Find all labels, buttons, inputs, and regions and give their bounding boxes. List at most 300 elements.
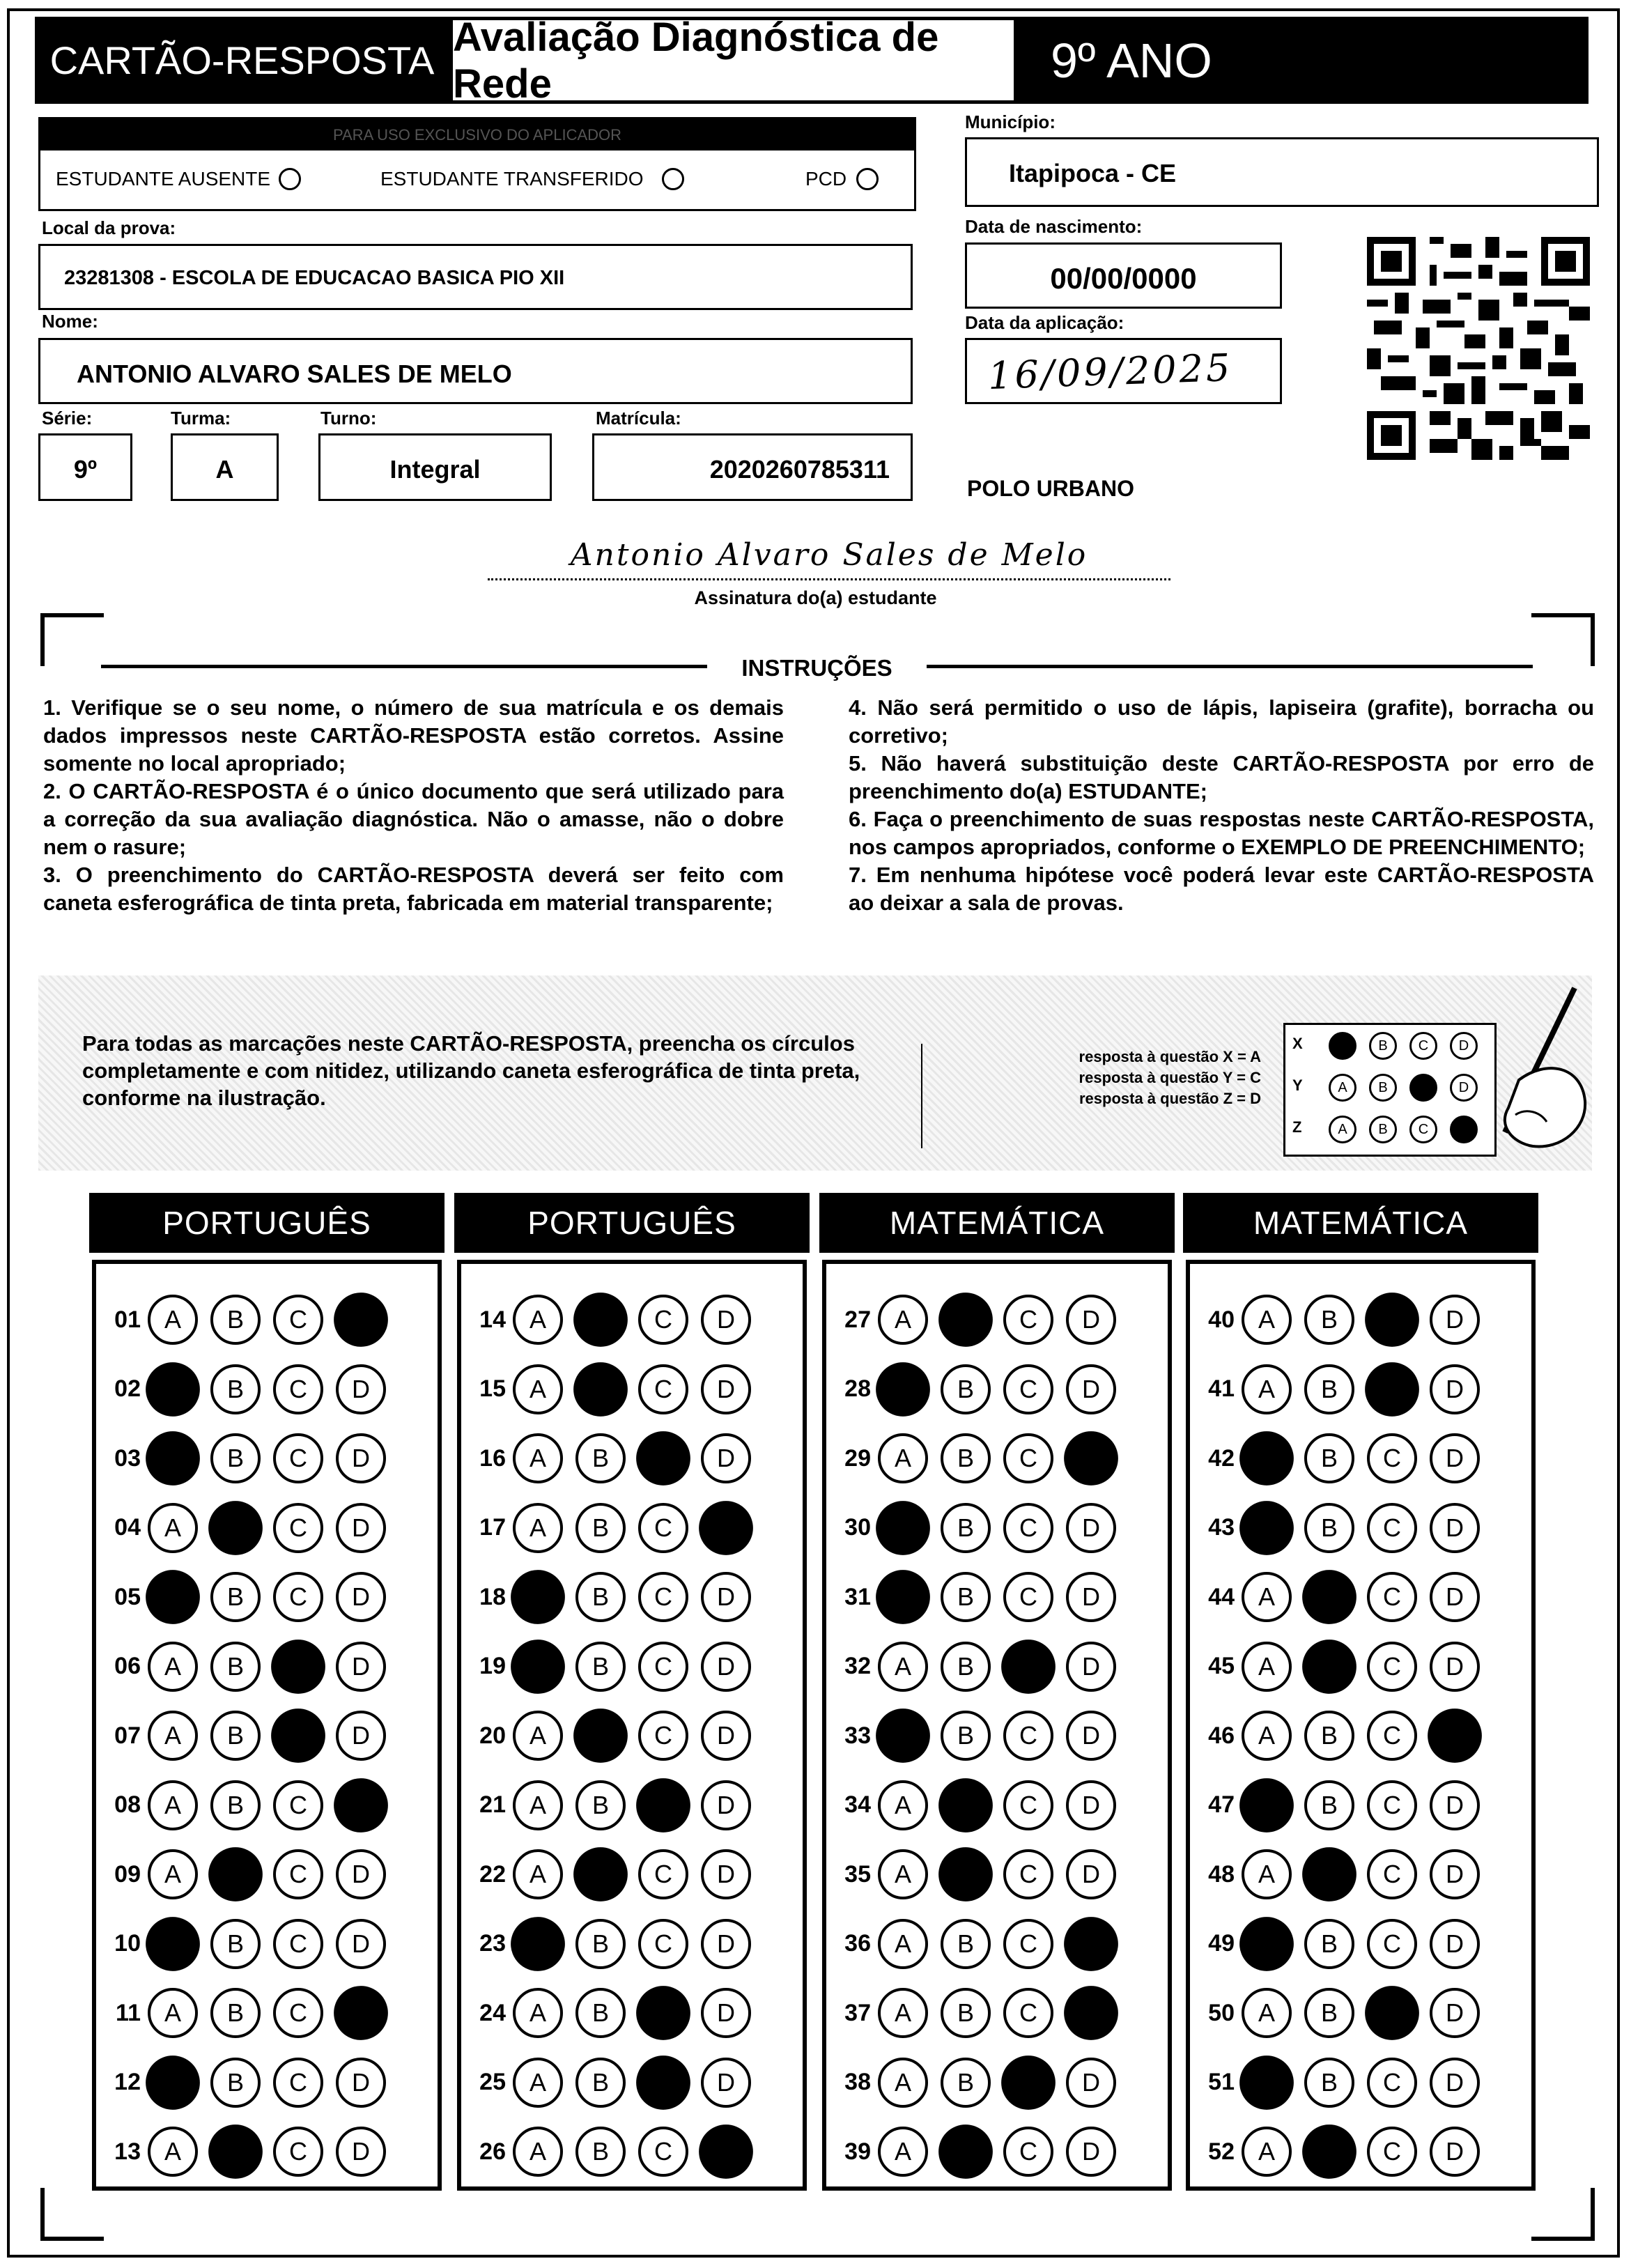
example-row-label: Y [1292, 1077, 1303, 1094]
answer-bubble-d[interactable] [699, 2124, 753, 2179]
answer-bubble-a[interactable]: A [148, 2127, 198, 2177]
local-value: 23281308 - ESCOLA DE EDUCACAO BASICA PIO XII [64, 267, 565, 289]
question-number: 15 [479, 1375, 506, 1402]
answer-bubble-a[interactable]: A [1242, 2127, 1292, 2177]
answer-bubble-b[interactable]: B [1304, 1433, 1354, 1483]
corner-bottom-left [40, 2188, 104, 2241]
question-row [96, 1292, 386, 1348]
answer-bubble-b[interactable] [1302, 1847, 1356, 1901]
answer-bubble-d[interactable]: D [1430, 1295, 1480, 1345]
answer-bubble-d[interactable] [334, 1293, 388, 1347]
question-row [1190, 1777, 1480, 1833]
answer-bubble-b[interactable]: B [941, 1503, 991, 1553]
answer-bubble-c[interactable] [636, 1986, 690, 2040]
answer-bubble-b[interactable]: B [210, 1642, 261, 1692]
question-row [826, 1569, 1116, 1625]
question-row [1190, 1569, 1480, 1625]
answer-bubble-b[interactable]: B [210, 1295, 261, 1345]
answer-bubble-a[interactable] [511, 1917, 565, 1971]
question-number: 04 [114, 1514, 141, 1541]
answer-bubble-d[interactable]: D [1430, 1849, 1480, 1899]
answer-bubble-a[interactable]: A [878, 2127, 928, 2177]
answer-bubble-c[interactable]: C [273, 1503, 323, 1553]
turno-value: Integral [389, 455, 481, 484]
answer-bubble-b[interactable] [1302, 2124, 1356, 2179]
municipio-value: Itapipoca - CE [1009, 159, 1177, 187]
question-row [461, 1569, 751, 1625]
answer-bubble-c[interactable]: C [1367, 1919, 1417, 1969]
answer-bubble-b[interactable]: B [575, 2058, 626, 2108]
answer-bubble-d[interactable] [699, 1501, 753, 1555]
answer-bubble-a[interactable] [146, 1570, 200, 1624]
answer-bubble-b[interactable] [1302, 1640, 1356, 1694]
answer-bubble-d[interactable]: D [701, 1433, 751, 1483]
answer-bubble-b[interactable] [573, 1847, 628, 1901]
question-row [96, 1985, 386, 2041]
answer-bubble-d[interactable]: D [1430, 1364, 1480, 1414]
answer-bubble-b[interactable]: B [210, 1919, 261, 1969]
aplicacao-field[interactable] [965, 338, 1282, 404]
answer-bubble-a[interactable] [146, 1431, 200, 1486]
transferred-checkbox[interactable] [662, 168, 684, 190]
answer-bubble-b[interactable]: B [1304, 1988, 1354, 2038]
answer-bubble-c[interactable] [271, 1708, 325, 1763]
answer-bubble-a[interactable]: A [148, 1780, 198, 1830]
signature-line[interactable] [488, 537, 1170, 580]
question-row [1190, 1708, 1480, 1764]
answer-bubble-a[interactable]: A [1242, 1364, 1292, 1414]
serie-label: Série: [42, 408, 93, 429]
answer-bubble-b[interactable]: B [941, 1572, 991, 1622]
answer-bubble-d[interactable]: D [701, 1642, 751, 1692]
answer-bubble-c[interactable]: C [1003, 1919, 1053, 1969]
answer-bubble-c[interactable] [1001, 2055, 1056, 2110]
answer-bubble-a[interactable] [876, 1708, 930, 1763]
answer-bubble-d[interactable]: D [1066, 1849, 1116, 1899]
answer-bubble-a[interactable]: A [878, 1849, 928, 1899]
answer-bubble-d[interactable]: D [336, 2127, 386, 2177]
answer-bubble-b[interactable] [938, 1847, 993, 1901]
answer-bubble-c[interactable]: C [273, 1849, 323, 1899]
section-title: MATEMÁTICA [1183, 1193, 1538, 1253]
answer-bubble-c[interactable]: C [638, 1642, 688, 1692]
question-row [96, 1430, 386, 1486]
answer-bubble-a[interactable]: A [513, 1503, 563, 1553]
answer-bubble-c[interactable] [1001, 1640, 1056, 1694]
answer-bubble-c[interactable]: C [1003, 1572, 1053, 1622]
answer-bubble-a[interactable] [1239, 1431, 1294, 1486]
answer-bubble-b[interactable] [938, 1778, 993, 1833]
answer-bubble-d[interactable]: D [701, 1919, 751, 1969]
answer-bubble-b[interactable]: B [1304, 1919, 1354, 1969]
answer-bubble-d[interactable]: D [701, 1364, 751, 1414]
instruction-6: 6. Faça o preenchimento de suas respostas neste CARTÃO-RESPOSTA, nos campos apropriados, conforme o EXEMPLO DE PREENCHIMENTO; [849, 807, 1594, 859]
answer-bubble-b[interactable] [938, 2124, 993, 2179]
answer-bubble-c[interactable]: C [273, 2058, 323, 2108]
answer-bubble-a[interactable] [876, 1362, 930, 1417]
question-number: 02 [114, 1375, 141, 1402]
answer-bubble-a[interactable]: A [878, 1988, 928, 2038]
pcd-checkbox[interactable] [856, 168, 879, 190]
answer-bubble-d[interactable] [1064, 1986, 1118, 2040]
question-row [461, 1985, 751, 2041]
pen-hand-icon [1477, 982, 1589, 1157]
example-text: Para todas as marcações neste CARTÃO-RESPOSTA, preencha os círculos completamente e com nitidez, utilizando caneta esferográfica de tinta preta, conforme na ilustração. [82, 1031, 860, 1110]
question-number: 41 [1208, 1375, 1235, 1402]
answer-bubble-c[interactable] [1365, 1362, 1419, 1417]
answer-bubble-d[interactable]: D [336, 1364, 386, 1414]
answer-bubble-d[interactable]: D [1066, 1572, 1116, 1622]
answer-bubble-c[interactable]: C [1003, 1849, 1053, 1899]
answer-bubble-a[interactable]: A [148, 1503, 198, 1553]
answer-bubble-c[interactable]: C [1003, 2127, 1053, 2177]
answer-bubble-a[interactable]: A [878, 1433, 928, 1483]
answer-bubble-a[interactable]: A [1242, 1295, 1292, 1345]
answer-bubble-c[interactable]: C [638, 1364, 688, 1414]
answer-bubble-d[interactable]: D [1430, 1572, 1480, 1622]
answer-bubble-d[interactable]: D [336, 2058, 386, 2108]
answer-bubble-d[interactable]: D [701, 1988, 751, 2038]
answer-bubble-d[interactable]: D [336, 1503, 386, 1553]
question-row [96, 1569, 386, 1625]
answer-bubble-d[interactable] [334, 1986, 388, 2040]
question-row [461, 2055, 751, 2111]
answer-bubble-a[interactable]: A [148, 1642, 198, 1692]
answer-bubble-c[interactable] [636, 1778, 690, 1833]
answer-bubble-c[interactable]: C [273, 2127, 323, 2177]
answer-bubble-b[interactable]: B [941, 2058, 991, 2108]
answer-bubble-c[interactable]: C [1003, 1295, 1053, 1345]
question-row [96, 2055, 386, 2111]
answer-bubble-c[interactable]: C [273, 1295, 323, 1345]
answer-column [92, 1260, 442, 2191]
answer-bubble-b[interactable]: B [941, 1642, 991, 1692]
answer-bubble-b[interactable]: B [1304, 1503, 1354, 1553]
answer-bubble-d[interactable]: D [1066, 2127, 1116, 2177]
answer-bubble-d[interactable]: D [1430, 2058, 1480, 2108]
question-row [1190, 1985, 1480, 2041]
answer-bubble-a[interactable]: A [1242, 1988, 1292, 2038]
pcd-label: PCD [805, 168, 847, 190]
grade-title: 9º ANO [1051, 33, 1212, 88]
question-number: 51 [1208, 2069, 1235, 2095]
answer-bubble-d[interactable]: D [336, 1642, 386, 1692]
answer-bubble-d[interactable]: D [1066, 1503, 1116, 1553]
answer-bubble-c[interactable]: C [1367, 1572, 1417, 1622]
answer-bubble-d[interactable]: D [701, 1572, 751, 1622]
answer-bubble-b[interactable]: B [575, 1572, 626, 1622]
question-number: 11 [116, 1999, 141, 2026]
polo-label: POLO URBANO [967, 476, 1134, 501]
section-title: MATEMÁTICA [819, 1193, 1175, 1253]
answer-bubble-c[interactable]: C [1003, 1711, 1053, 1761]
answer-bubble-c[interactable] [636, 1431, 690, 1486]
answer-bubble-c[interactable]: C [1003, 1364, 1053, 1414]
answer-bubble-b[interactable]: B [575, 1433, 626, 1483]
answer-bubble-b[interactable]: B [941, 1433, 991, 1483]
question-number: 37 [844, 1999, 871, 2026]
question-row [96, 1361, 386, 1417]
answer-bubble-b[interactable] [208, 1847, 263, 1901]
question-number: 18 [479, 1583, 506, 1610]
grade-banner [1017, 17, 1589, 104]
example-bubble-d [1450, 1116, 1478, 1143]
answer-bubble-c[interactable]: C [273, 1780, 323, 1830]
answer-bubble-c[interactable]: C [1367, 1711, 1417, 1761]
answer-bubble-b[interactable]: B [941, 1988, 991, 2038]
section-title: PORTUGUÊS [89, 1193, 445, 1253]
legend-y: resposta à questão Y = C [1079, 1069, 1261, 1086]
answer-bubble-d[interactable]: D [336, 1849, 386, 1899]
answer-column [457, 1260, 807, 2191]
question-number: 43 [1208, 1514, 1235, 1541]
answer-bubble-d[interactable]: D [1066, 1642, 1116, 1692]
answer-bubble-a[interactable] [146, 1917, 200, 1971]
answer-bubble-a[interactable]: A [513, 1780, 563, 1830]
answer-bubble-d[interactable] [1428, 1708, 1482, 1763]
answer-bubble-c[interactable]: C [273, 1364, 323, 1414]
question-row [96, 2124, 386, 2180]
answer-bubble-b[interactable] [208, 2124, 263, 2179]
example-bubble-b: B [1369, 1074, 1397, 1102]
answer-bubble-d[interactable]: D [336, 1919, 386, 1969]
answer-bubble-a[interactable] [876, 1501, 930, 1555]
question-row [96, 1500, 386, 1556]
answer-bubble-a[interactable]: A [878, 1780, 928, 1830]
instructions-title: INSTRUÇÕES [741, 655, 892, 681]
answer-bubble-c[interactable]: C [638, 1711, 688, 1761]
answer-bubble-d[interactable] [1064, 1917, 1118, 1971]
answer-bubble-c[interactable]: C [1003, 1433, 1053, 1483]
question-number: 19 [479, 1653, 506, 1679]
question-number: 12 [114, 2069, 141, 2095]
question-number: 25 [479, 2069, 506, 2095]
question-number: 48 [1208, 1860, 1235, 1888]
answer-bubble-a[interactable] [511, 1570, 565, 1624]
answer-bubble-a[interactable]: A [878, 1919, 928, 1969]
answer-bubble-d[interactable]: D [1430, 1780, 1480, 1830]
answer-bubble-c[interactable]: C [273, 1988, 323, 2038]
answer-bubble-c[interactable]: C [273, 1572, 323, 1622]
answer-bubble-b[interactable]: B [575, 1780, 626, 1830]
answer-bubble-b[interactable]: B [1304, 1711, 1354, 1761]
answer-bubble-a[interactable]: A [513, 2058, 563, 2108]
answer-bubble-c[interactable]: C [638, 2127, 688, 2177]
question-number: 24 [479, 1999, 506, 2026]
answer-bubble-c[interactable]: C [273, 1919, 323, 1969]
answer-bubble-c[interactable]: C [1367, 2127, 1417, 2177]
question-row [96, 1708, 386, 1764]
answer-bubble-b[interactable]: B [210, 1780, 261, 1830]
answer-bubble-a[interactable] [146, 2055, 200, 2110]
answer-bubble-c[interactable] [1365, 1986, 1419, 2040]
answer-bubble-c[interactable]: C [638, 1849, 688, 1899]
answer-bubble-a[interactable]: A [148, 1988, 198, 2038]
local-field [38, 244, 913, 310]
legend-z: resposta à questão Z = D [1079, 1090, 1261, 1107]
question-number: 23 [479, 1930, 506, 1957]
answer-bubble-c[interactable]: C [1367, 1642, 1417, 1692]
question-number: 26 [479, 2138, 506, 2165]
answer-bubble-d[interactable]: D [1430, 1919, 1480, 1969]
answer-bubble-b[interactable]: B [575, 2127, 626, 2177]
local-label: Local da prova: [42, 217, 176, 238]
answer-bubble-b[interactable]: B [210, 1711, 261, 1761]
answer-bubble-b[interactable]: B [575, 1919, 626, 1969]
answer-bubble-d[interactable] [1064, 1431, 1118, 1486]
answer-column [1186, 1260, 1536, 2191]
answer-bubble-c[interactable]: C [1367, 1780, 1417, 1830]
question-row [461, 1500, 751, 1556]
matricula-field [592, 433, 913, 501]
answer-bubble-c[interactable]: C [273, 1433, 323, 1483]
answer-bubble-c[interactable] [636, 2055, 690, 2110]
answer-bubble-d[interactable]: D [1430, 1988, 1480, 2038]
example-row-label: Z [1292, 1118, 1302, 1136]
answer-bubble-a[interactable]: A [1242, 1711, 1292, 1761]
answer-bubble-b[interactable]: B [1304, 1780, 1354, 1830]
answer-bubble-d[interactable]: D [1430, 1433, 1480, 1483]
answer-bubble-a[interactable] [1239, 1501, 1294, 1555]
answer-bubble-b[interactable]: B [210, 2058, 261, 2108]
question-row [826, 1916, 1116, 1972]
answer-bubble-c[interactable] [271, 1640, 325, 1694]
answer-bubble-b[interactable]: B [941, 1711, 991, 1761]
question-row [461, 1292, 751, 1348]
answer-bubble-a[interactable]: A [1242, 1572, 1292, 1622]
answer-bubble-b[interactable]: B [575, 1988, 626, 2038]
answer-bubble-b[interactable] [1302, 1570, 1356, 1624]
answer-bubble-b[interactable]: B [575, 1503, 626, 1553]
transferred-label: ESTUDANTE TRANSFERIDO [380, 168, 644, 190]
answer-bubble-d[interactable]: D [1066, 2058, 1116, 2108]
answer-bubble-a[interactable]: A [513, 1364, 563, 1414]
answer-bubble-b[interactable]: B [1304, 1295, 1354, 1345]
answer-bubble-d[interactable]: D [336, 1433, 386, 1483]
question-number: 42 [1208, 1444, 1235, 1472]
absent-checkbox[interactable] [279, 168, 301, 190]
question-number: 05 [114, 1583, 141, 1610]
question-number: 46 [1208, 1722, 1235, 1749]
answer-bubble-c[interactable]: C [1367, 2058, 1417, 2108]
answer-bubble-a[interactable]: A [513, 1711, 563, 1761]
question-row [461, 1916, 751, 1972]
answer-bubble-a[interactable]: A [148, 1295, 198, 1345]
question-row [96, 1639, 386, 1695]
answer-bubble-a[interactable]: A [1242, 1849, 1292, 1899]
answer-bubble-d[interactable]: D [1066, 1780, 1116, 1830]
example-bubble-b: B [1369, 1032, 1397, 1060]
answer-bubble-c[interactable]: C [638, 1919, 688, 1969]
question-number: 40 [1208, 1306, 1235, 1333]
answer-bubble-b[interactable]: B [1304, 2058, 1354, 2108]
answer-bubble-b[interactable]: B [1304, 1364, 1354, 1414]
answer-bubble-c[interactable] [1365, 1293, 1419, 1347]
question-row [461, 1639, 751, 1695]
answer-bubble-a[interactable] [1239, 1778, 1294, 1833]
answer-bubble-b[interactable]: B [210, 1364, 261, 1414]
answer-bubble-a[interactable]: A [878, 1295, 928, 1345]
answer-bubble-d[interactable]: D [336, 1572, 386, 1622]
question-row [826, 2055, 1116, 2111]
answer-bubble-b[interactable]: B [941, 1364, 991, 1414]
section-title: PORTUGUÊS [454, 1193, 810, 1253]
answer-bubble-b[interactable] [573, 1293, 628, 1347]
answer-bubble-a[interactable] [876, 1570, 930, 1624]
example-illustration [1283, 1023, 1497, 1157]
answer-bubble-c[interactable]: C [1003, 1988, 1053, 2038]
answer-bubble-a[interactable]: A [513, 1988, 563, 2038]
answer-bubble-d[interactable]: D [701, 2058, 751, 2108]
answer-bubble-b[interactable] [938, 1293, 993, 1347]
answer-bubble-b[interactable]: B [210, 1988, 261, 2038]
answer-bubble-c[interactable]: C [1367, 1503, 1417, 1553]
question-number: 10 [114, 1930, 141, 1957]
turma-label: Turma: [171, 408, 231, 429]
question-number: 20 [479, 1722, 506, 1749]
answer-bubble-b[interactable] [573, 1362, 628, 1417]
answer-bubble-a[interactable] [146, 1362, 200, 1417]
answer-bubble-d[interactable]: D [701, 1711, 751, 1761]
answer-bubble-a[interactable]: A [513, 1433, 563, 1483]
instructions-rule-left [101, 665, 707, 668]
answer-bubble-b[interactable]: B [575, 1642, 626, 1692]
answer-bubble-c[interactable]: C [1367, 1849, 1417, 1899]
answer-bubble-d[interactable]: D [1430, 2127, 1480, 2177]
answer-bubble-d[interactable]: D [336, 1711, 386, 1761]
answer-bubble-a[interactable]: A [513, 1295, 563, 1345]
answer-bubble-b[interactable]: B [210, 1572, 261, 1622]
answer-bubble-b[interactable] [208, 1501, 263, 1555]
answer-bubble-b[interactable]: B [210, 1433, 261, 1483]
answer-bubble-d[interactable]: D [1066, 1295, 1116, 1345]
nome-field [38, 338, 913, 404]
answer-bubble-d[interactable] [334, 1778, 388, 1833]
answer-bubble-a[interactable]: A [1242, 1642, 1292, 1692]
answer-bubble-c[interactable]: C [638, 1572, 688, 1622]
answer-bubble-c[interactable]: C [1003, 1780, 1053, 1830]
answer-bubble-d[interactable]: D [701, 1780, 751, 1830]
answer-bubble-d[interactable]: D [1430, 1642, 1480, 1692]
question-row [1190, 2055, 1480, 2111]
example-bubble-a [1329, 1032, 1356, 1060]
answer-bubble-a[interactable]: A [513, 1849, 563, 1899]
answer-bubble-b[interactable]: B [941, 1919, 991, 1969]
question-number: 39 [844, 2138, 871, 2165]
answer-bubble-a[interactable]: A [513, 2127, 563, 2177]
answer-bubble-d[interactable]: D [1430, 1503, 1480, 1553]
nome-label: Nome: [42, 311, 98, 332]
answer-bubble-a[interactable]: A [878, 1642, 928, 1692]
answer-bubble-a[interactable]: A [148, 1711, 198, 1761]
answer-bubble-a[interactable]: A [148, 1849, 198, 1899]
answer-bubble-d[interactable]: D [1066, 1364, 1116, 1414]
answer-bubble-a[interactable]: A [878, 2058, 928, 2108]
answer-bubble-c[interactable]: C [1003, 1503, 1053, 1553]
answer-bubble-a[interactable] [511, 1640, 565, 1694]
question-number: 29 [844, 1444, 871, 1472]
answer-bubble-a[interactable] [1239, 1917, 1294, 1971]
answer-bubble-d[interactable]: D [701, 1295, 751, 1345]
answer-bubble-c[interactable]: C [638, 1503, 688, 1553]
assessment-banner [449, 14, 1017, 107]
answer-bubble-d[interactable]: D [1066, 1711, 1116, 1761]
answer-bubble-b[interactable] [573, 1708, 628, 1763]
answer-bubble-c[interactable]: C [1367, 1433, 1417, 1483]
answer-bubble-c[interactable]: C [638, 1295, 688, 1345]
answer-bubble-d[interactable]: D [701, 1849, 751, 1899]
answer-bubble-a[interactable] [1239, 2055, 1294, 2110]
